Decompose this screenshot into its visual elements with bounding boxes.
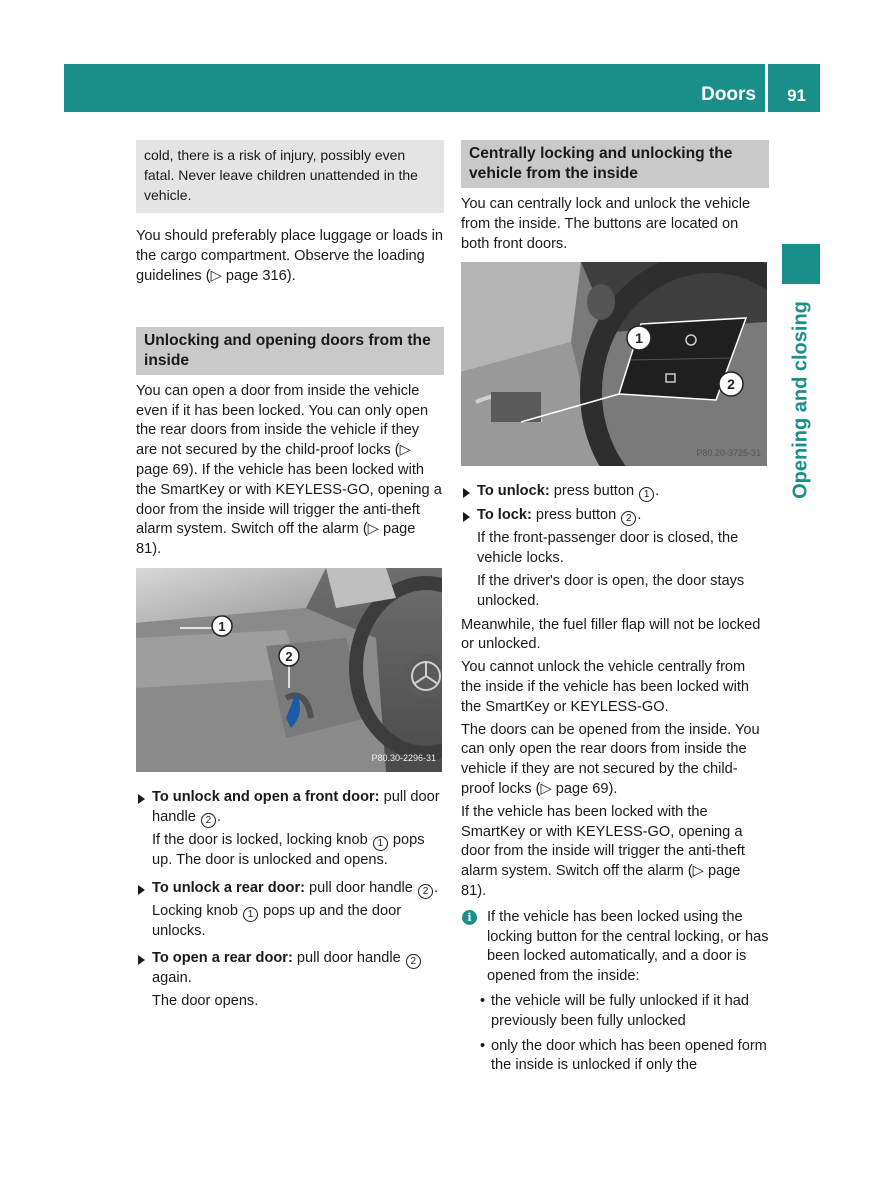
step-sub — [152, 831, 444, 871]
right-column — [461, 140, 769, 1076]
step-arrow-icon — [463, 512, 470, 522]
step-text: pull door handle — [152, 788, 440, 825]
left-column — [136, 140, 444, 1016]
step-text: press button — [531, 507, 617, 524]
step-text: press button — [549, 483, 635, 500]
step-end: . — [637, 507, 642, 524]
central-lock-photo — [461, 262, 767, 466]
chapter-label-text: Opening and closing — [789, 301, 812, 499]
step-end: . — [216, 808, 221, 825]
step-sub: The door opens. — [152, 993, 259, 1010]
unlocking-intro-paragraph: You can open a door from inside the vehicle even if it has been locked. You can only open the rear doors from inside the vehicle if they are not secured by the child-proof locks (▷ page 69). If the vehicle has been locked with the SmartKey or with KEYLESS-GO, opening a door from the inside will trigger the anti-theft alarm system. Switch off the alarm (▷ page 81). — [136, 382, 442, 558]
ref-2: 2 — [418, 884, 433, 899]
step-bold: To open a rear door: — [152, 950, 293, 967]
ref-1: 1 — [243, 907, 258, 922]
step-sub — [152, 902, 444, 942]
callout-2: 2 — [727, 376, 735, 393]
step-text: pull door handle — [305, 879, 413, 896]
paragraph: You cannot unlock the vehicle centrally from the inside if the vehicle has been locked with the SmartKey or KEYLESS-GO. — [461, 659, 749, 715]
image-code: P80.30-2296-31 — [371, 753, 436, 764]
step-bold: To unlock: — [477, 483, 550, 500]
step-lock — [461, 506, 769, 611]
image-code: P80.20-3725-31 — [696, 447, 761, 458]
step-sub: If the front-passenger door is closed, the vehicle locks. — [477, 530, 739, 567]
step-end: . — [655, 483, 660, 500]
sub-text: pops up. The door is unlocked and opens. — [152, 831, 425, 868]
bullet-text: the vehicle will be fully unlocked if it had previously been fully unlocked — [491, 992, 749, 1029]
bullet-item — [461, 1037, 769, 1077]
info-text: If the vehicle has been locked using the locking button for the central locking, or has been locked automatically, and a door is opened from the inside: — [487, 908, 769, 985]
paragraph: If the vehicle has been locked with the SmartKey or with KEYLESS-GO, opening a door from the inside will trigger the anti-theft alarm system. Switch off the alarm (▷ page 81). — [461, 803, 745, 899]
page-number: 91 — [787, 86, 806, 105]
central-intro-paragraph: You can centrally lock and unlock the vehicle from the inside. The buttons are located on both front doors. — [461, 196, 751, 252]
ref-2: 2 — [201, 813, 216, 828]
chapter-label — [782, 290, 820, 510]
paragraph: The doors can be opened from the inside. You can only open the rear doors from inside the vehicle if they are not secured by the child-proof locks (▷ page 69). — [461, 721, 760, 797]
callout-1: 1 — [635, 330, 643, 347]
paragraph: Meanwhile, the fuel filler flap will not be locked or unlocked. — [461, 616, 761, 653]
page-section-title: Doors — [701, 84, 756, 105]
callout-1: 1 — [218, 618, 226, 634]
header-bar — [64, 64, 820, 112]
warning-text: cold, there is a risk of injury, possibly even fatal. Never leave children unattended in the vehicle. — [144, 147, 418, 203]
step-bold: To unlock and open a front door: — [152, 788, 380, 805]
step-arrow-icon — [138, 955, 145, 965]
step-bold: To unlock a rear door: — [152, 879, 305, 896]
header-divider — [765, 64, 768, 112]
step-open-rear — [136, 949, 444, 1012]
step-unlock-rear — [136, 879, 444, 942]
step-text: pull door handle — [292, 950, 401, 967]
sub-text: pops up and the door unlocks. — [152, 902, 402, 939]
bullet-item — [461, 992, 769, 1032]
step-arrow-icon — [138, 885, 145, 895]
info-icon: i — [462, 910, 477, 925]
bullet-dot-icon: • — [480, 992, 486, 1009]
luggage-paragraph: You should preferably place luggage or loads in the cargo compartment. Observe the loading guidelines (▷ page 316). — [136, 228, 443, 284]
section-heading-central-locking: Centrally locking and unlocking the vehicle from the inside — [461, 140, 769, 188]
door-handle-illustration — [136, 568, 442, 772]
chapter-tab — [782, 244, 820, 284]
step-arrow-icon — [463, 488, 470, 498]
sub-text: If the door is locked, locking knob — [152, 831, 368, 848]
sub-text: Locking knob — [152, 902, 239, 919]
step-arrow-icon — [138, 794, 145, 804]
central-lock-illustration — [461, 262, 767, 466]
step-end: again. — [152, 970, 192, 987]
door-handle-photo — [136, 568, 442, 772]
bullet-dot-icon: • — [480, 1037, 486, 1054]
step-end: . — [433, 879, 439, 896]
ref-2: 2 — [621, 511, 636, 526]
ref-1: 1 — [373, 836, 388, 851]
section-heading-unlocking-inside: Unlocking and opening doors from the inside — [136, 327, 444, 375]
step-bold: To lock: — [477, 507, 532, 524]
step-unlock-front — [136, 788, 444, 871]
step-sub: If the driver's door is open, the door stays unlocked. — [477, 572, 745, 609]
bullet-text: only the door which has been opened form the inside is unlocked if only the — [491, 1037, 767, 1074]
warning-box — [136, 140, 444, 213]
step-unlock — [461, 482, 769, 502]
ref-2: 2 — [406, 954, 421, 969]
ref-1: 1 — [639, 487, 654, 502]
info-note — [461, 908, 769, 987]
callout-2: 2 — [285, 648, 293, 664]
